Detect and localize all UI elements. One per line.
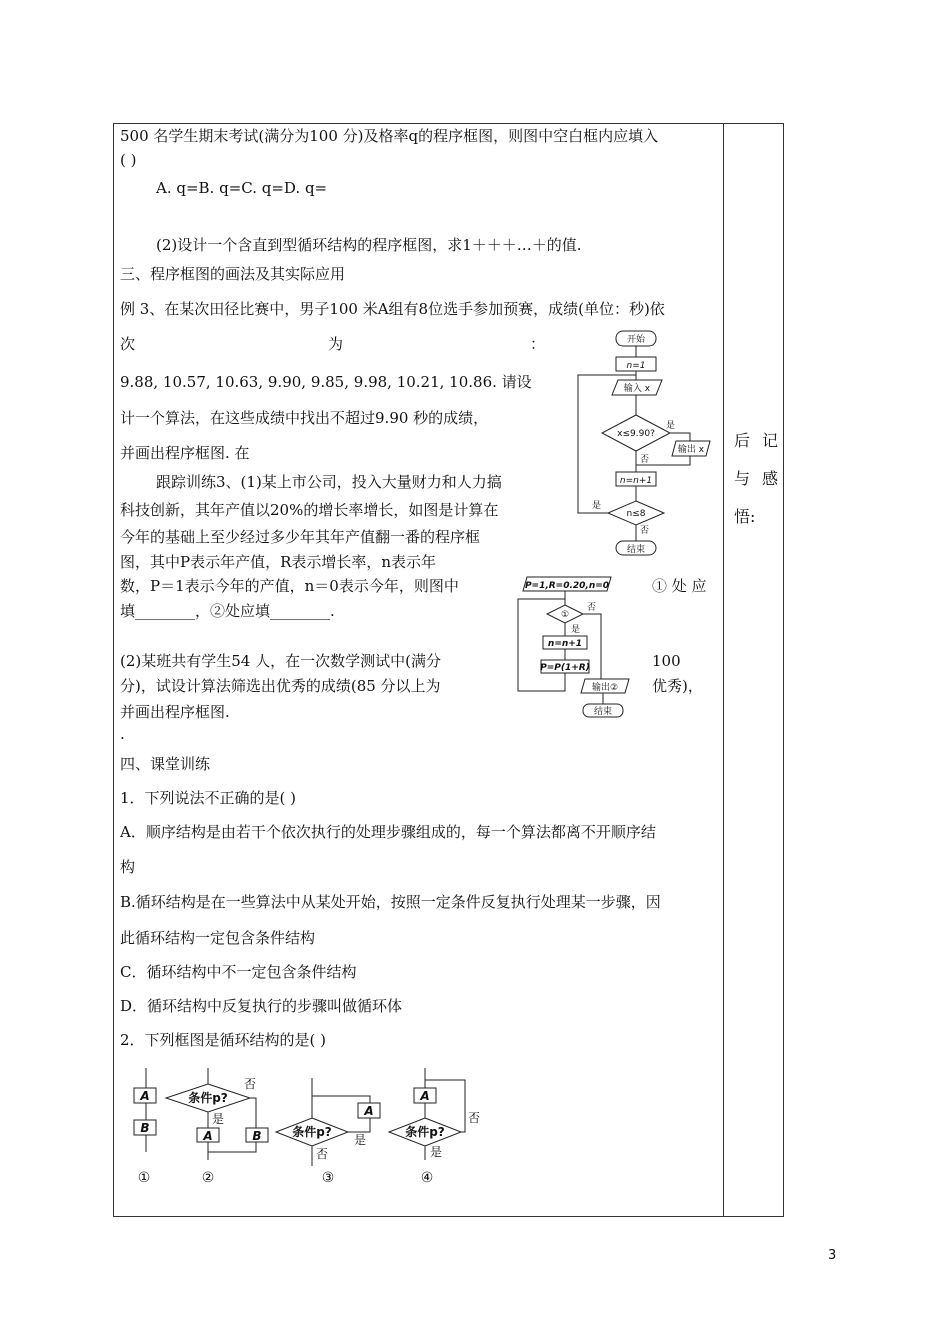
side-char-gan: 感 — [762, 469, 779, 488]
choice-3-yes-label: 是 — [354, 1133, 367, 1147]
fc2-no-label: 否 — [587, 603, 597, 613]
track-3-2-line2-right: 优秀)， — [652, 677, 703, 695]
fc1-no2-label: 否 — [640, 526, 650, 536]
choice-2-cond-label: 条件p? — [188, 1091, 228, 1105]
problem-1-a-cont: 构 — [120, 858, 136, 876]
choice-2-b-label: B — [252, 1129, 262, 1143]
choice-1-b-label: B — [140, 1121, 150, 1135]
choice-4-diagram — [389, 1068, 465, 1160]
track-3-2-line1: (2)某班共有学生54 人，在一次数学测试中(满分 — [120, 652, 441, 670]
choice-4-yes-label: 是 — [430, 1145, 443, 1159]
fc1-start-label: 开始 — [626, 335, 646, 345]
example-3-line1: 例 3、在某次田径比赛中，男子100 米A组有8位选手参加预赛，成绩(单位：秒)依 — [120, 300, 665, 318]
track-3-line5: 数，P＝1表示今年的产值，n＝0表示今年，则图中 — [120, 577, 459, 595]
choice-4-no-label: 否 — [468, 1111, 481, 1125]
fc1-input-label: 输入 x — [623, 384, 651, 394]
fc2-output-label: 输出② — [591, 683, 619, 693]
problem-1: 1．下列说法不正确的是( ) — [120, 789, 297, 807]
problem-1-a: A．顺序结构是由若干个依次执行的处理步骤组成的，每一个算法都离不开顺序结 — [120, 823, 656, 841]
example-3-colon: ： — [530, 335, 546, 353]
problem-1-c: C．循环结构中不一定包含条件结构 — [120, 963, 357, 981]
track-3-2-line1-right: 100 — [652, 652, 681, 670]
side-char-hou: 后 — [734, 431, 751, 450]
question-intro: 500 名学生期末考试(满分为100 分)及格率q的程序框图，则图中空白框内应填入 — [120, 127, 659, 145]
flowchart-example-3 — [570, 325, 720, 560]
fc1-init-label: n=1 — [626, 361, 646, 371]
page-number: 3 — [828, 1248, 837, 1263]
example-3-line5: 并画出程序框图. 在 — [120, 444, 250, 462]
choice-3-cond-label: 条件p? — [292, 1125, 332, 1139]
fc2-init-label: P=1,R=0.20,n=0 — [524, 581, 610, 591]
fc1-cond-label: x≤9.90? — [617, 429, 655, 439]
fc1-output-label: 输出 x — [677, 445, 705, 455]
column-divider — [723, 123, 724, 1217]
choice-2-number: ② — [201, 1170, 215, 1186]
fc1-incr-label: n=n+1 — [619, 476, 653, 486]
fc1-yes2-label: 是 — [592, 501, 602, 511]
choice-2-yes-label: 是 — [212, 1112, 225, 1126]
fc1-yes-label: 是 — [666, 421, 676, 431]
stray-dot: . — [120, 725, 125, 743]
choice-2-no-label: 否 — [244, 1077, 257, 1091]
choice-1-diagram — [134, 1068, 156, 1152]
answer-paren: ( ) — [120, 151, 137, 169]
choice-3-number: ③ — [321, 1170, 335, 1186]
problem-1-b: B.循环结构是在一些算法中从某处开始，按照一定条件反复执行处理某一步骤，因 — [120, 893, 661, 911]
fc2-yes-label: 是 — [571, 625, 581, 635]
track-3-line3: 今年的基础上至少经过多少年其年产值翻一番的程序框 — [120, 528, 481, 546]
fc2-update-label: P=P(1+R) — [540, 663, 590, 673]
problem-1-b-cont: 此循环结构一定包含条件结构 — [120, 929, 316, 947]
side-char-wu: 悟: — [734, 507, 756, 526]
side-char-ji: 记 — [762, 431, 779, 450]
choice-4-cond-label: 条件p? — [405, 1125, 445, 1139]
choice-1-number: ① — [137, 1170, 151, 1186]
track-3-line6: 填________，②处应填________. — [120, 602, 335, 620]
example-3-data: 9.88, 10.57, 10.63, 9.90, 9.85, 9.98, 10.21, 10.86. 请设 — [120, 373, 532, 391]
fc2-incr-label: n=n+1 — [547, 639, 583, 649]
example-3-line4: 计一个算法，在这些成绩中找出不超过9.90 秒的成绩， — [120, 409, 489, 427]
side-char-yu: 与 — [734, 469, 751, 488]
choice-3-no-label: 否 — [316, 1147, 329, 1161]
fc1-end-label: 结束 — [626, 545, 646, 555]
answer-options: A. q=B. q=C. q=D. q= — [156, 179, 328, 197]
track-3-line2: 科技创新，其年产值以20%的增长率增长，如图是计算在 — [120, 501, 499, 519]
choice-4-a-label: A — [420, 1089, 430, 1103]
section-3-heading: 三、程序框图的画法及其实际应用 — [120, 265, 346, 283]
question-2: (2)设计一个含直到型循环结构的程序框图，求1＋＋＋…＋的值. — [156, 236, 582, 254]
choice-2-a-label: A — [203, 1129, 213, 1143]
example-3-wei: 为 — [328, 335, 344, 353]
problem-2: 2．下列框图是循环结构的是( ) — [120, 1031, 327, 1049]
example-3-ci: 次 — [120, 335, 136, 353]
track-3-line4: 图，其中P表示年产值，R表示增长率，n表示年 — [120, 553, 437, 571]
choice-1-a-label: A — [140, 1089, 150, 1103]
track-3-line1: 跟踪训练3、(1)某上市公司，投入大量财力和人力搞 — [156, 473, 502, 491]
choice-4-number: ④ — [420, 1170, 434, 1186]
loop-structure-choices — [120, 1060, 520, 1190]
fc2-cond-label: ① — [560, 610, 570, 620]
problem-1-d: D．循环结构中反复执行的步骤叫做循环体 — [120, 997, 403, 1015]
fc2-end-label: 结束 — [593, 707, 613, 717]
choice-3-a-label: A — [364, 1104, 374, 1118]
fc1-no-label: 否 — [640, 455, 650, 465]
track-3-2-line2: 分)，试设计算法筛选出优秀的成绩(85 分以上为 — [120, 677, 441, 695]
section-4-heading: 四、课堂训练 — [120, 755, 211, 773]
track-3-2-line3: 并画出程序框图. — [120, 703, 230, 721]
fc1-loop-label: n≤8 — [626, 509, 646, 519]
flowchart-track-3 — [515, 565, 655, 730]
track-3-line5-right: ① 处 应 — [652, 577, 707, 595]
